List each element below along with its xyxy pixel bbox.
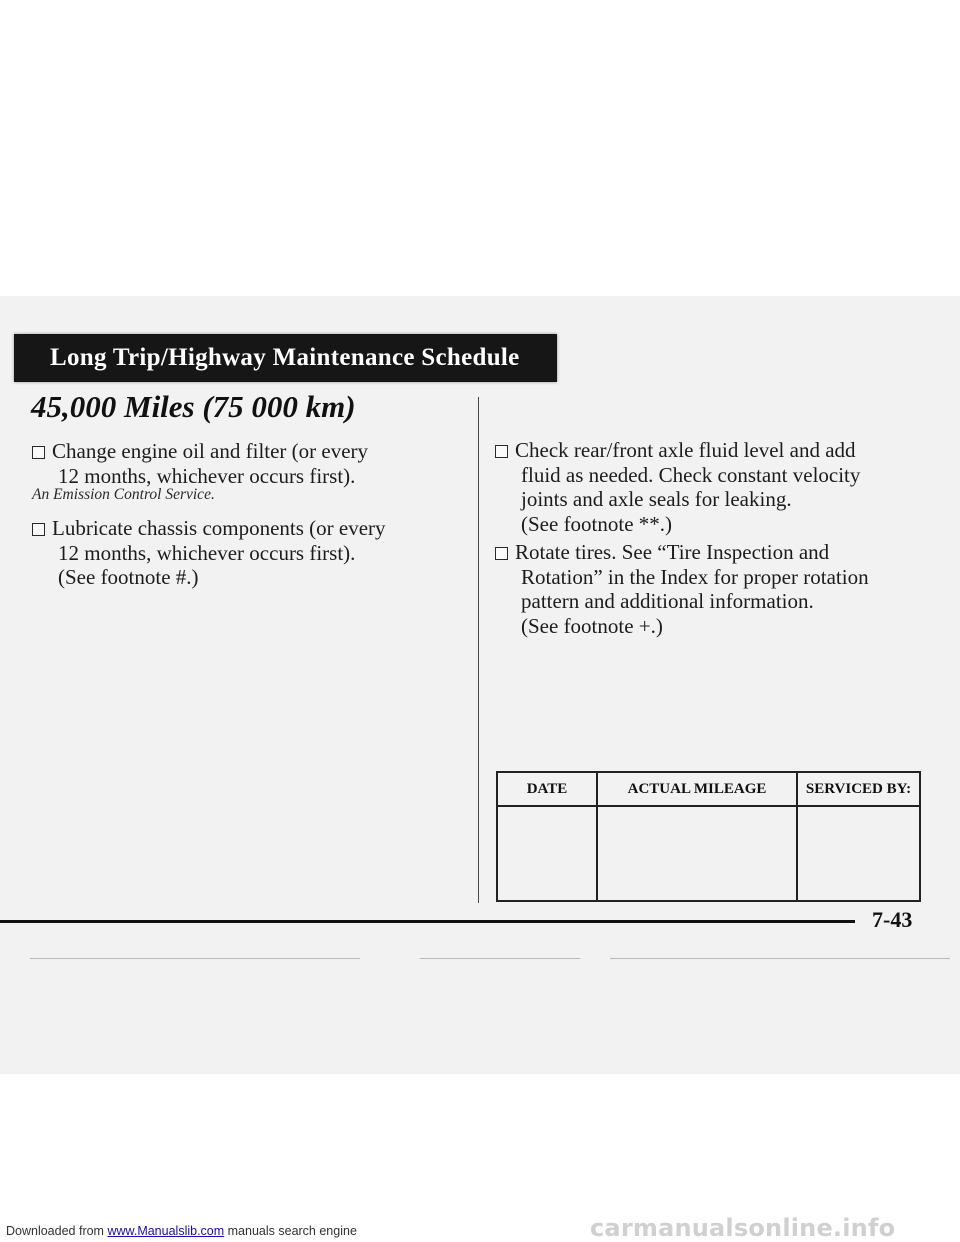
item-text: fluid as needed. Check constant velocity xyxy=(521,462,861,487)
column-divider xyxy=(478,397,479,903)
item-text: 12 months, whichever occurs first). xyxy=(58,463,356,488)
serviced-by-column-header: SERVICED BY: xyxy=(797,772,920,806)
checkbox-icon[interactable] xyxy=(32,523,45,536)
checkbox-icon[interactable] xyxy=(495,547,508,560)
footer-rule xyxy=(0,920,855,923)
divider xyxy=(30,958,360,959)
item-text: joints and axle seals for leaking. xyxy=(521,487,792,511)
mileage-column-header: ACTUAL MILEAGE xyxy=(597,772,797,806)
item-text: Rotate tires. See “Tire Inspection and xyxy=(515,540,830,564)
manualslib-link[interactable]: www.Manualslib.com xyxy=(107,1224,225,1238)
checkbox-icon[interactable] xyxy=(32,446,45,459)
checklist-item-engine-oil xyxy=(32,439,368,488)
mileage-cell[interactable] xyxy=(597,806,797,901)
banner-title: Long Trip/Highway Maintenance Schedule xyxy=(50,344,520,371)
date-column-header: DATE xyxy=(497,772,597,806)
serviced-by-cell[interactable] xyxy=(797,806,920,901)
section-banner xyxy=(14,334,557,382)
divider xyxy=(610,958,950,959)
checklist-item-lubricate-chassis xyxy=(32,516,386,590)
item-text: pattern and additional information. xyxy=(521,589,814,613)
download-footer xyxy=(6,1224,357,1238)
item-text: 12 months, whichever occurs first). xyxy=(58,540,356,565)
item-text: (See footnote **.) xyxy=(521,511,673,536)
item-text: Change engine oil and filter (or every xyxy=(52,439,369,463)
checkbox-icon[interactable] xyxy=(495,445,508,458)
footer-suffix: manuals search engine xyxy=(224,1224,357,1238)
emission-note: An Emission Control Service. xyxy=(32,486,215,503)
item-text: Check rear/front axle fluid level and add xyxy=(515,438,856,462)
mileage-heading: 45,000 Miles (75 000 km) xyxy=(31,389,356,424)
divider xyxy=(420,958,580,959)
service-record-table xyxy=(496,771,921,902)
checklist-item-axle-fluid xyxy=(495,438,860,536)
item-text: (See footnote #.) xyxy=(58,565,199,589)
item-text: Rotation” in the Index for proper rotation xyxy=(521,564,869,589)
watermark: carmanualsonline.info xyxy=(590,1214,896,1242)
item-text: (See footnote +.) xyxy=(521,613,663,638)
item-text: Lubricate chassis components (or every xyxy=(52,516,386,540)
checklist-item-rotate-tires xyxy=(495,540,869,638)
page-number: 7-43 xyxy=(872,907,913,932)
table-header-row xyxy=(497,772,920,806)
date-cell[interactable] xyxy=(497,806,597,901)
table-row xyxy=(497,806,920,901)
footer-prefix: Downloaded from xyxy=(6,1224,108,1238)
